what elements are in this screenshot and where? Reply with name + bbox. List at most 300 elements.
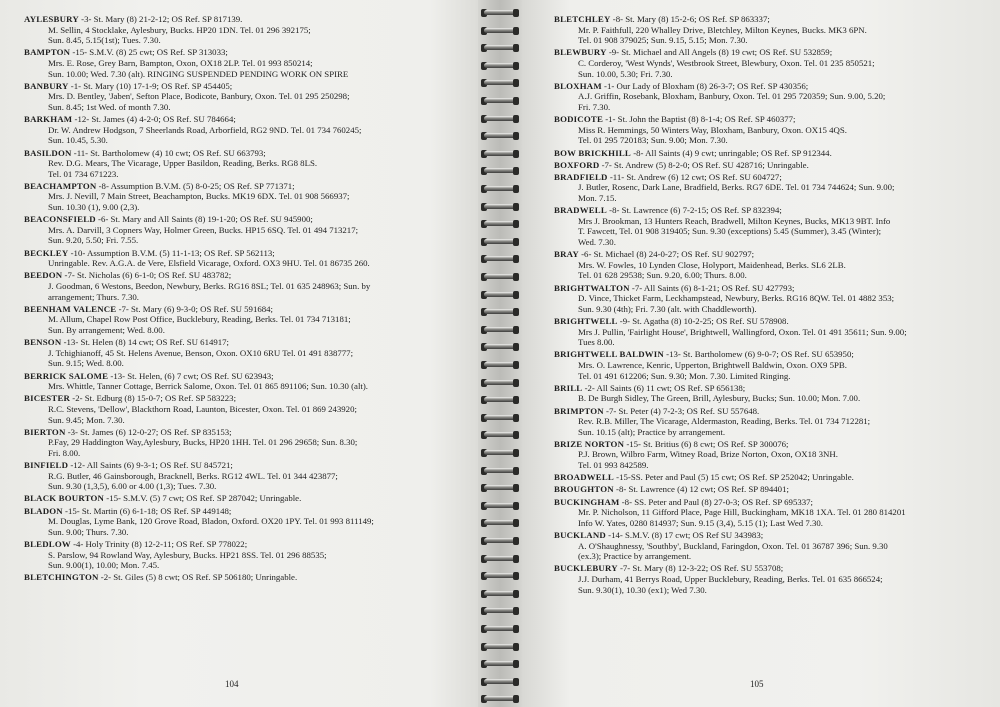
entry-heading bbox=[24, 148, 466, 159]
coil-wire bbox=[484, 168, 516, 173]
binding-coil bbox=[484, 536, 516, 546]
binding-coil bbox=[484, 395, 516, 405]
tower-name: BUCKLAND bbox=[554, 530, 606, 540]
tower-details: -13- St. Helen (8) 14 cwt; OS Ref. SU 614917; bbox=[61, 337, 230, 348]
contact-line: Rev. D.G. Mears, The Vicarage, Upper Basildon, Reading, Berks. RG8 8LS. bbox=[48, 158, 318, 169]
contact-line: (ex.3); Practice by arrangement. bbox=[578, 551, 692, 562]
punch-hole bbox=[513, 555, 519, 563]
tower-name: BICESTER bbox=[24, 393, 71, 404]
contact-details bbox=[554, 25, 992, 46]
tower-details: -2- St. Edburg (8) 15-0-7; OS Ref. SP 583223; bbox=[70, 393, 237, 404]
tower-entry bbox=[24, 337, 466, 369]
tower-entry bbox=[24, 304, 466, 336]
binding-coil bbox=[484, 272, 516, 282]
tower-details: -8- Assumption B.V.M. (5) 8-0-25; OS Ref. SP 771371; bbox=[96, 180, 295, 191]
coil-wire bbox=[484, 28, 516, 33]
contact-line: J. Goodman, 6 Westons, Beedon, Newbury, Berks. RG16 8SL; Tel. 01 635 248963; Sun. by bbox=[48, 281, 371, 291]
tower-entry bbox=[554, 205, 992, 247]
contact-details bbox=[24, 516, 466, 537]
coil-wire bbox=[484, 696, 516, 701]
punch-hole bbox=[513, 291, 519, 299]
contact-details bbox=[24, 191, 466, 212]
tower-details: -9- St. Agatha (8) 10-2-25; OS Ref. SU 578908. bbox=[617, 315, 789, 326]
contact-details bbox=[554, 449, 992, 470]
contact-line: R.G. Butler, 46 Gainsborough, Bracknell, Berks. RG12 4WL. Tel. 01 344 423877; bbox=[48, 470, 338, 481]
tower-name: BRADWELL bbox=[554, 205, 607, 216]
contact-line: Fri. 8.00. bbox=[48, 447, 81, 458]
tower-name: BLACK BOURTON bbox=[24, 493, 105, 504]
entry-heading bbox=[554, 47, 992, 58]
contact-details bbox=[24, 437, 466, 458]
tower-name: BODICOTE bbox=[554, 114, 604, 125]
coil-wire bbox=[484, 344, 516, 349]
binding-coil bbox=[484, 624, 516, 634]
binding-coil bbox=[484, 501, 516, 511]
binding-coil bbox=[484, 290, 516, 300]
tower-details: -14- S.M.V. (8) 17 cwt; OS Ref SU 343983; bbox=[605, 530, 764, 540]
entry-heading bbox=[554, 406, 992, 417]
tower-details: -7- St. Mary (8) 12-3-22; OS Ref. SU 553708; bbox=[617, 563, 784, 574]
entry-heading bbox=[24, 493, 466, 504]
coil-wire bbox=[484, 485, 516, 490]
punch-hole bbox=[513, 572, 519, 580]
entry-heading bbox=[554, 114, 992, 125]
coil-wire bbox=[484, 556, 516, 561]
binding-coil bbox=[484, 571, 516, 581]
tower-entry bbox=[24, 47, 466, 79]
contact-details bbox=[24, 91, 466, 112]
tower-entry bbox=[554, 439, 992, 471]
binding-coil bbox=[484, 642, 516, 652]
binding-coil bbox=[484, 413, 516, 423]
contact-line: Sun. 8.45, 5.15(1st); Tues. 7.30. bbox=[48, 35, 161, 46]
coil-wire bbox=[484, 432, 516, 437]
tower-details: -7- St. Andrew (5) 8-2-0; OS Ref. SU 428716; Unringable. bbox=[599, 159, 809, 170]
punch-hole bbox=[513, 326, 519, 334]
entry-heading bbox=[554, 81, 992, 92]
punch-hole bbox=[513, 220, 519, 228]
contact-details bbox=[24, 25, 466, 46]
tower-entry bbox=[24, 181, 466, 213]
tower-details: -2- All Saints (6) 11 cwt; OS Ref. SP 656138; bbox=[582, 382, 746, 393]
contact-line: Tues 8.00. bbox=[578, 337, 615, 348]
contact-line: Rev. R.B. Miller, The Vicarage, Aldermaston, Reading, Berks. Tel. 01 734 712281; bbox=[578, 416, 871, 427]
entry-heading bbox=[24, 539, 466, 550]
coil-wire bbox=[484, 415, 516, 420]
contact-details bbox=[24, 281, 466, 302]
contact-line: Sun. 10.00; Wed. 7.30 (alt). RINGING SUSPENDED PENDING WORK ON SPIRE bbox=[48, 68, 349, 79]
coil-wire bbox=[484, 133, 516, 138]
tower-details: -15- St. Britius (6) 8 cwt; OS Ref. SP 300076; bbox=[624, 438, 789, 449]
tower-name: BAMPTON bbox=[24, 47, 71, 58]
coil-wire bbox=[484, 151, 516, 156]
entry-heading bbox=[554, 283, 992, 294]
contact-line: Sun. 9.00; Thurs. 7.30. bbox=[48, 526, 129, 537]
punch-hole bbox=[513, 519, 519, 527]
contact-line: T. Fawcett, Tel. 01 908 319405; Sun. 9.30 (exceptions) 5.45 (Summer), 3.45 (Winter); bbox=[578, 226, 882, 237]
tower-name: BANBURY bbox=[24, 80, 69, 91]
tower-name: BEEDON bbox=[24, 270, 63, 281]
binding-coil bbox=[484, 694, 516, 704]
contact-line: Sun. 10.30 (1), 9.00 (2,3). bbox=[48, 202, 140, 213]
contact-details bbox=[24, 381, 466, 392]
punch-hole bbox=[513, 62, 519, 70]
tower-details: -8- St. Lawrence (6) 7-2-15; OS Ref. SP 832394; bbox=[606, 205, 782, 216]
coil-wire bbox=[484, 80, 516, 85]
binding-coil bbox=[484, 342, 516, 352]
binding-coil bbox=[484, 166, 516, 176]
entry-heading bbox=[24, 14, 466, 25]
tower-name: BLADON bbox=[24, 505, 63, 516]
contact-line: Sun. 9.30 (4th); Fri. 7.30 (alt. with Chaddleworth). bbox=[578, 303, 757, 314]
page-number-left: 104 bbox=[225, 679, 239, 689]
contact-line: M. Sellin, 4 Stocklake, Aylesbury, Bucks. HP20 1DN. Tel. 01 296 392175; bbox=[48, 24, 311, 35]
entry-heading bbox=[24, 371, 466, 382]
contact-line: Mrs. D. Bentley, 'Jaben', Sefton Place, Bodicote, Banbury, Oxon. Tel. 01 295 250298; bbox=[48, 91, 350, 102]
tower-name: BINFIELD bbox=[24, 460, 69, 471]
contact-details bbox=[554, 574, 992, 595]
coil-wire bbox=[484, 626, 516, 631]
entry-heading bbox=[24, 304, 466, 315]
tower-entry bbox=[24, 148, 466, 180]
coil-wire bbox=[484, 679, 516, 684]
contact-line: Sun. 10.00, 5.30; Fri. 7.30. bbox=[578, 68, 673, 79]
tower-name: BRIGHTWELL BALDWIN bbox=[554, 349, 664, 360]
tower-details: -11- St. Bartholomew (4) 10 cwt; OS Ref. SU 663793; bbox=[71, 147, 266, 158]
tower-name: BRILL bbox=[554, 382, 583, 393]
tower-details: -1- St. Mary (10) 17-1-9; OS Ref. SP 454405; bbox=[68, 80, 233, 91]
coil-wire bbox=[484, 468, 516, 473]
contact-line: Sun. 9.30 (1,3,5), 6.00 or 4.00 (1,3); Tues. 7.30. bbox=[48, 481, 217, 492]
tower-details: -8- St. Mary (8) 15-2-6; OS Ref. SP 863337; bbox=[610, 14, 770, 24]
tower-name: BRIZE NORTON bbox=[554, 438, 625, 449]
left-entry-list bbox=[24, 14, 466, 583]
contact-details bbox=[24, 314, 466, 335]
tower-details: -15- St. Martin (6) 6-1-18; OS Ref. SP 449148; bbox=[62, 505, 232, 516]
tower-entry bbox=[24, 81, 466, 113]
tower-entry bbox=[554, 563, 992, 595]
coil-wire bbox=[484, 573, 516, 578]
binding-coil bbox=[484, 677, 516, 687]
tower-name: BERRICK SALOME bbox=[24, 370, 109, 381]
entry-heading bbox=[24, 248, 466, 259]
contact-details bbox=[554, 541, 992, 562]
tower-details: -8- All Saints (4) 9 cwt; unringable; OS Ref. SP 912344. bbox=[631, 147, 832, 158]
coil-wire bbox=[484, 397, 516, 402]
punch-hole bbox=[513, 625, 519, 633]
tower-details: -4- Holy Trinity (8) 12-2-11; OS Ref. SP 778022; bbox=[70, 539, 248, 549]
contact-line: Mrs J. Pullin, 'Fairlight House', Brightwell, Wallingford, Oxon. Tel. 01 491 35611; Sun. 9.00; bbox=[578, 326, 907, 337]
entry-heading bbox=[554, 148, 992, 159]
tower-entry bbox=[24, 371, 466, 392]
binding-coil bbox=[484, 8, 516, 18]
binding-coil bbox=[484, 43, 516, 53]
punch-hole bbox=[513, 607, 519, 615]
contact-line: A. O'Shaughnessy, 'Southby', Buckland, Faringdon, Oxon. Tel. 01 36787 396; Sun. 9.30 bbox=[578, 540, 888, 551]
contact-details bbox=[554, 125, 992, 146]
tower-entry bbox=[554, 14, 992, 46]
coil-wire bbox=[484, 327, 516, 332]
contact-line: Sun. 9.20, 5.50; Fri. 7.55. bbox=[48, 235, 139, 246]
punch-hole bbox=[513, 414, 519, 422]
tower-name: BUCKINGHAM bbox=[554, 496, 620, 507]
contact-line: J. Butler, Rosenc, Dark Lane, Bradfield, Berks. RG7 6DE. Tel. 01 734 744624; Sun. 9.00; bbox=[578, 182, 895, 193]
spiral-binding bbox=[478, 0, 522, 707]
contact-line: M. Douglas, Lyme Bank, 120 Grove Road, Bladon, Oxford. OX20 1PY. Tel. 01 993 811149; bbox=[48, 516, 374, 527]
contact-line: Mrs. Whittle, Tanner Cottage, Berrick Salome, Oxon. Tel. 01 865 891106; Sun. 10.30 (alt). bbox=[48, 381, 368, 392]
contact-details bbox=[24, 258, 466, 269]
binding-coil bbox=[484, 466, 516, 476]
binding-coil bbox=[484, 254, 516, 264]
tower-details: -15- S.M.V. (5) 7 cwt; OS Ref. SP 287042; Unringable. bbox=[104, 493, 302, 504]
contact-line: Tel. 01 734 671223. bbox=[48, 168, 119, 179]
entry-heading bbox=[24, 572, 466, 583]
binding-coil bbox=[484, 378, 516, 388]
tower-details: -7- St. Peter (4) 7-2-3; OS Ref. SU 557648. bbox=[603, 405, 760, 416]
coil-wire bbox=[484, 309, 516, 314]
coil-wire bbox=[484, 98, 516, 103]
punch-hole bbox=[513, 343, 519, 351]
tower-entry bbox=[24, 248, 466, 269]
entry-heading bbox=[554, 439, 992, 450]
coil-wire bbox=[484, 380, 516, 385]
binding-coil bbox=[484, 448, 516, 458]
entry-heading bbox=[554, 484, 992, 495]
tower-name: BLETCHLEY bbox=[554, 14, 611, 24]
tower-details: -1- St. John the Baptist (8) 8-1-4; OS Ref. SP 460377; bbox=[603, 114, 796, 125]
tower-name: BLETCHINGTON bbox=[24, 572, 99, 583]
tower-details: -1- Our Lady of Bloxham (8) 26-3-7; OS Ref. SP 430356; bbox=[601, 80, 809, 91]
punch-hole bbox=[513, 396, 519, 404]
punch-hole bbox=[513, 537, 519, 545]
punch-hole bbox=[513, 9, 519, 17]
tower-name: BRIGHTWALTON bbox=[554, 282, 630, 293]
contact-line: P.J. Brown, Wilbro Farm, Witney Road, Brize Norton, Oxon, OX18 3NH. bbox=[578, 449, 838, 460]
contact-line: Mrs. E. Rose, Grey Barn, Bampton, Oxon, OX18 2LP. Tel. 01 993 850214; bbox=[48, 57, 313, 68]
contact-line: Mrs. W. Fowles, 10 Lynden Close, Holyport, Maidenhead, Berks. SL6 2LB. bbox=[578, 259, 846, 270]
punch-hole bbox=[513, 484, 519, 492]
punch-hole bbox=[513, 115, 519, 123]
tower-entry bbox=[554, 249, 992, 281]
tower-entry bbox=[554, 406, 992, 438]
tower-entry bbox=[554, 497, 992, 529]
tower-details: -8- St. Lawrence (4) 12 cwt; OS Ref. SP 894401; bbox=[613, 484, 789, 495]
coil-wire bbox=[484, 274, 516, 279]
entry-heading bbox=[554, 497, 992, 508]
binding-coil bbox=[484, 483, 516, 493]
tower-entry bbox=[24, 539, 466, 571]
tower-entry bbox=[554, 160, 992, 171]
coil-wire bbox=[484, 256, 516, 261]
entry-heading bbox=[24, 47, 466, 58]
entry-heading bbox=[554, 530, 992, 541]
contact-details bbox=[554, 416, 992, 437]
tower-details: -15-SS. Peter and Paul (5) 15 cwt; OS Ref. SP 252042; Unringable. bbox=[613, 472, 854, 483]
tower-name: BEACHAMPTON bbox=[24, 180, 97, 191]
coil-wire bbox=[484, 520, 516, 525]
right-page bbox=[522, 0, 1000, 707]
punch-hole bbox=[513, 185, 519, 193]
punch-hole bbox=[513, 431, 519, 439]
entry-heading bbox=[24, 270, 466, 281]
contact-details bbox=[554, 507, 992, 528]
binding-coil bbox=[484, 589, 516, 599]
contact-line: Mon. 7.15. bbox=[578, 193, 617, 204]
contact-line: B. De Burgh Sidley, The Green, Brill, Aylesbury, Bucks; Sun. 10.00; Mon. 7.00. bbox=[578, 393, 861, 404]
tower-entry bbox=[24, 506, 466, 538]
contact-line: Sun. By arrangement; Wed. 8.00. bbox=[48, 324, 165, 335]
binding-coil bbox=[484, 518, 516, 528]
entry-heading bbox=[24, 114, 466, 125]
coil-wire bbox=[484, 591, 516, 596]
binding-coil bbox=[484, 114, 516, 124]
coil-wire bbox=[484, 116, 516, 121]
coil-wire bbox=[484, 204, 516, 209]
coil-wire bbox=[484, 661, 516, 666]
punch-hole bbox=[513, 449, 519, 457]
contact-line: Tel. 01 295 720183; Sun. 9.00; Mon. 7.30. bbox=[578, 135, 728, 146]
entry-heading bbox=[24, 393, 466, 404]
tower-name: BROUGHTON bbox=[554, 484, 614, 495]
binding-coil bbox=[484, 202, 516, 212]
entry-heading bbox=[24, 460, 466, 471]
coil-wire bbox=[484, 538, 516, 543]
contact-details bbox=[24, 125, 466, 146]
tower-name: BRIMPTON bbox=[554, 405, 604, 416]
tower-name: BROADWELL bbox=[554, 472, 614, 483]
coil-wire bbox=[484, 221, 516, 226]
tower-details: -6- St. Michael (8) 24-0-27; OS Ref. SU 902797; bbox=[578, 249, 755, 260]
tower-details: -12- St. James (4) 4-2-0; OS Ref. SU 784664; bbox=[72, 114, 236, 125]
tower-details: -2- St. Giles (5) 8 cwt; OS Ref. SP 506180; Unringable. bbox=[98, 572, 298, 583]
entry-heading bbox=[554, 160, 992, 171]
contact-details bbox=[24, 550, 466, 571]
punch-hole bbox=[513, 379, 519, 387]
tower-entry bbox=[24, 393, 466, 425]
punch-hole bbox=[513, 255, 519, 263]
entry-heading bbox=[554, 383, 992, 394]
contact-line: arrangement; Thurs. 7.30. bbox=[48, 291, 139, 302]
tower-name: BLOXHAM bbox=[554, 80, 602, 91]
tower-entry bbox=[554, 47, 992, 79]
tower-name: BLEDLOW bbox=[24, 539, 71, 549]
tower-entry bbox=[24, 270, 466, 302]
coil-wire bbox=[484, 503, 516, 508]
punch-hole bbox=[513, 467, 519, 475]
contact-details bbox=[554, 216, 992, 248]
contact-line: M. Allum, Chapel Row Post Office, Bucklebury, Reading, Berks. Tel. 01 734 713181; bbox=[48, 314, 351, 325]
tower-name: BENSON bbox=[24, 337, 62, 348]
contact-details bbox=[24, 225, 466, 246]
coil-wire bbox=[484, 450, 516, 455]
contact-line: D. Vince, Thicket Farm, Leckhampstead, Newbury, Berks. RG16 8QW. Tel. 01 4882 353; bbox=[578, 293, 895, 304]
tower-entry bbox=[24, 214, 466, 246]
binding-coil bbox=[484, 96, 516, 106]
tower-entry bbox=[554, 316, 992, 348]
contact-line: Mrs J. Brookman, 13 Hunters Reach, Bradwell, Milton Keynes, Bucks, MK13 9BT. Info bbox=[578, 215, 891, 226]
contact-line: A.J. Griffin, Rosebank, Bloxham, Banbury, Oxon. Tel. 01 295 720359; Sun. 9.00, 5.20; bbox=[578, 91, 886, 102]
coil-wire bbox=[484, 10, 516, 15]
contact-line: J. Tchighianoff, 45 St. Helens Avenue, Benson, Oxon. OX10 6RU Tel. 01 491 838777; bbox=[48, 347, 354, 358]
punch-hole bbox=[513, 79, 519, 87]
entry-heading bbox=[24, 214, 466, 225]
punch-hole bbox=[513, 273, 519, 281]
entry-heading bbox=[24, 181, 466, 192]
contact-line: Tel. 01 993 842589. bbox=[578, 460, 649, 471]
contact-details bbox=[24, 348, 466, 369]
tower-name: BRIGHTWELL bbox=[554, 315, 618, 326]
contact-details bbox=[554, 360, 992, 381]
tower-entry bbox=[554, 114, 992, 146]
punch-hole bbox=[513, 132, 519, 140]
right-entry-list bbox=[554, 14, 992, 595]
punch-hole bbox=[513, 678, 519, 686]
tower-details: -11- St. Andrew (6) 12 cwt; OS Ref. SU 604727; bbox=[607, 171, 782, 182]
contact-details bbox=[24, 471, 466, 492]
entry-heading bbox=[554, 249, 992, 260]
binding-coil bbox=[484, 554, 516, 564]
tower-details: -10- Assumption B.V.M. (5) 11-1-13; OS Ref. SP 562113; bbox=[68, 247, 275, 258]
contact-line: J.J. Durham, 41 Berrys Road, Upper Bucklebury, Reading, Berks. Tel. 01 635 866524; bbox=[578, 573, 883, 584]
contact-line: Tel. 01 628 29538; Sun. 9.20, 6.00; Thurs. 8.00. bbox=[578, 270, 747, 281]
coil-wire bbox=[484, 186, 516, 191]
binding-coil bbox=[484, 659, 516, 669]
binding-coil bbox=[484, 149, 516, 159]
contact-line: C. Corderoy, 'West Wynds', Westbrook Street, Blewbury, Oxon. Tel. 01 235 850521; bbox=[578, 57, 875, 68]
contact-details bbox=[554, 91, 992, 112]
punch-hole bbox=[513, 695, 519, 703]
contact-line: Sun. 8.45; 1st Wed. of month 7.30. bbox=[48, 101, 171, 112]
entry-heading bbox=[554, 563, 992, 574]
punch-hole bbox=[513, 167, 519, 175]
contact-line: Info W. Yates, 0280 814937; Sun. 9.15 (3,4), 5.15 (1); Last Wed 7.30. bbox=[578, 517, 823, 528]
tower-entry bbox=[554, 349, 992, 381]
tower-details: -13- St. Helen, (6) 7 cwt; OS Ref. SU 623943; bbox=[108, 370, 274, 381]
entry-heading bbox=[554, 14, 992, 25]
punch-hole bbox=[513, 27, 519, 35]
punch-hole bbox=[513, 97, 519, 105]
punch-hole bbox=[513, 150, 519, 158]
contact-line: Mrs. J. Nevill, 7 Main Street, Beachampton, Bucks. MK19 6DX. Tel. 01 908 566937; bbox=[48, 191, 350, 202]
entry-heading bbox=[24, 427, 466, 438]
contact-details bbox=[554, 260, 992, 281]
entry-heading bbox=[24, 81, 466, 92]
tower-entry bbox=[554, 148, 992, 159]
tower-name: BUCKLEBURY bbox=[554, 563, 618, 574]
tower-details: -8- SS. Peter and Paul (8) 27-0-3; OS Ref. SP 695337; bbox=[619, 496, 813, 507]
tower-details: -7- St. Mary (6) 9-3-0; OS Ref. SU 591684; bbox=[116, 303, 273, 314]
tower-details: -12- All Saints (6) 9-3-1; OS Ref. SU 845721; bbox=[68, 460, 233, 471]
contact-line: R.C. Stevens, 'Dellow', Blackthorn Road, Launton, Bicester, Oxon. Tel. 01 869 243920; bbox=[48, 403, 357, 414]
contact-details bbox=[554, 182, 992, 203]
punch-hole bbox=[513, 238, 519, 246]
page-number-right: 105 bbox=[750, 679, 764, 689]
binding-coil bbox=[484, 219, 516, 229]
tower-entry bbox=[24, 427, 466, 459]
punch-hole bbox=[513, 308, 519, 316]
contact-details bbox=[24, 404, 466, 425]
tower-entry bbox=[24, 460, 466, 492]
tower-details: -13- St. Bartholomew (6) 9-0-7; OS Ref. SU 653950; bbox=[663, 349, 854, 360]
tower-name: AYLESBURY bbox=[24, 14, 79, 24]
contact-details bbox=[554, 393, 992, 404]
tower-name: BOW BRICKHILL bbox=[554, 147, 631, 158]
tower-name: BASILDON bbox=[24, 147, 72, 158]
contact-details bbox=[24, 158, 466, 179]
binding-coil bbox=[484, 430, 516, 440]
contact-details bbox=[24, 58, 466, 79]
tower-entry bbox=[554, 383, 992, 404]
